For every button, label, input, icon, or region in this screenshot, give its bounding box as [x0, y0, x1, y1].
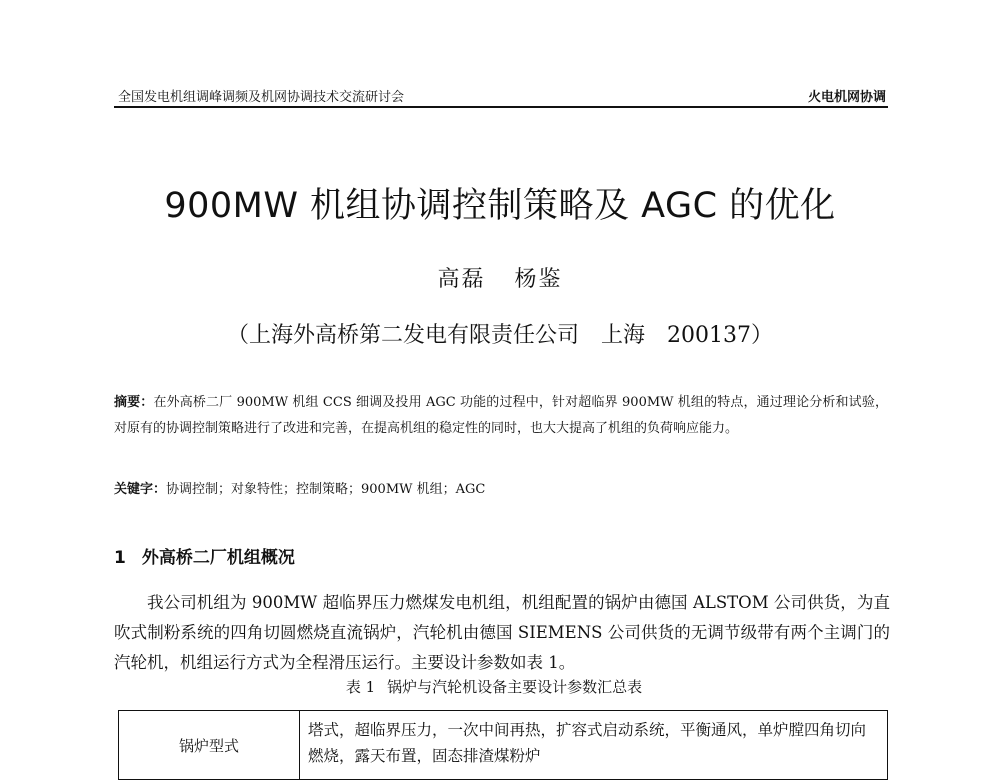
header-conference-name: 全国发电机组调峰调频及机网协调技术交流研讨会 [118, 90, 405, 105]
header-section-name: 火电机网协调 [807, 90, 886, 105]
running-header [114, 84, 888, 108]
section-number: 1 [114, 548, 126, 568]
body-paragraph: 我公司机组为 900MW 超临界压力燃煤发电机组，机组配置的锅炉由德国 ALSTOM 公司供货，为直吹式制粉系统的四角切圆燃烧直流锅炉，汽轮机由德国 SIEMENS 公司供货的无调节级带有两个主调门的汽轮机，机组运行方式为全程滑压运行。主要设计参数如表 1。 [114, 593, 890, 672]
design-parameters-table [118, 710, 888, 780]
author-name: 杨鉴 [514, 267, 563, 292]
table-caption [0, 676, 1000, 697]
author-list [0, 262, 1000, 293]
table-caption-number: 表 1 [345, 678, 376, 696]
table-caption-text: 锅炉与汽轮机设备主要设计参数汇总表 [387, 678, 643, 696]
section-heading [114, 543, 295, 568]
table-cell-value: 塔式，超临界压力，一次中间再热，扩容式启动系统，平衡通风，单炉膛四角切向燃烧，露天布置，固态排渣煤粉炉 [300, 711, 888, 780]
abstract [114, 390, 888, 442]
author-name: 高磊 [437, 267, 486, 292]
keywords [114, 478, 888, 497]
table-cell-label: 锅炉型式 [119, 711, 300, 780]
paper-title: 900MW 机组协调控制策略及 AGC 的优化 [164, 186, 836, 226]
keywords-text: 协调控制；对象特性；控制策略；900MW 机组；AGC [166, 482, 486, 497]
table-row [119, 711, 888, 780]
abstract-label: 摘要： [114, 395, 154, 410]
keywords-label: 关键字： [114, 482, 167, 497]
author-affiliation: （上海外高桥第二发电有限责任公司 上海 200137） [227, 323, 773, 348]
abstract-text: 在外高桥二厂 900MW 机组 CCS 细调及投用 AGC 功能的过程中，针对超临界 900MW 机组的特点，通过理论分析和试验，对原有的协调控制策略进行了改进和完善，在提高机组的稳定性的同时，也大大提高了机组的负荷响应能力。 [114, 395, 888, 436]
section-title: 外高桥二厂机组概况 [141, 548, 295, 568]
